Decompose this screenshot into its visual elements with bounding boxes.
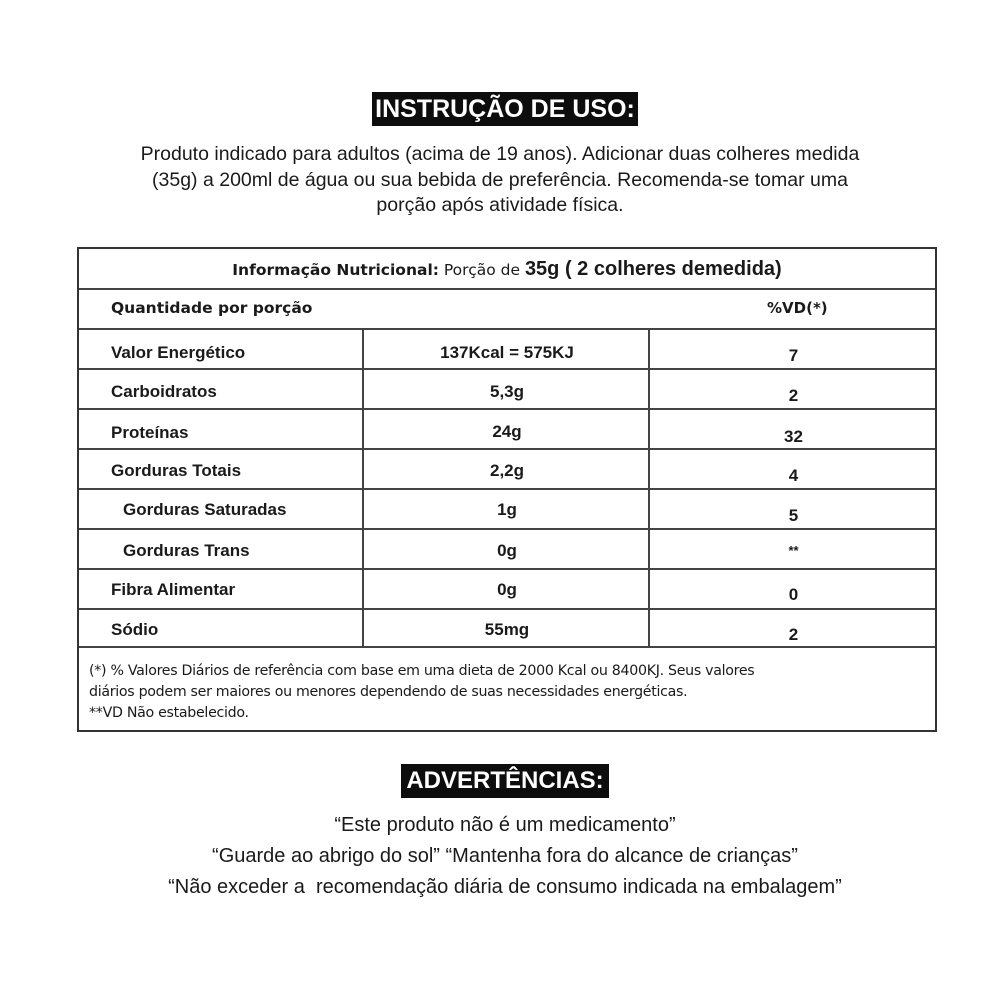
- instructions-heading: [372, 92, 638, 126]
- row-amount: 24g: [492, 422, 522, 441]
- row-label: Sódio: [111, 620, 159, 639]
- header-quantity: Quantidade por porção: [111, 299, 313, 317]
- instructions-text: [60, 142, 940, 219]
- instructions-line: porção após atividade física.: [376, 194, 624, 216]
- table-divider: [79, 488, 935, 490]
- table-title: [79, 249, 935, 289]
- row-vd: 2: [788, 386, 799, 405]
- table-divider: [79, 448, 935, 450]
- row-vd: **: [788, 543, 799, 558]
- table-divider: [79, 608, 935, 610]
- row-vd: 2: [788, 625, 799, 644]
- row-vd: 7: [788, 346, 799, 365]
- warning-line: “Este produto não é um medicamento”: [334, 814, 676, 836]
- instructions-line: Produto indicado para adultos (acima de 19 anos). Adicionar duas colheres medida: [140, 143, 860, 165]
- table-title-portion: Porção de: [438, 261, 525, 279]
- row-label: Fibra Alimentar: [111, 580, 236, 599]
- row-amount: 55mg: [484, 620, 530, 639]
- warnings-text: [100, 810, 910, 903]
- warning-line: “Guarde ao abrigo do sol” “Mantenha fora do alcance de crianças”: [212, 845, 798, 867]
- row-amount: 2,2g: [489, 461, 525, 480]
- table-divider: [79, 328, 935, 330]
- table-title-serving: 35g ( 2 colheres demedida): [524, 258, 782, 280]
- table-divider: [79, 646, 935, 648]
- instructions-line: (35g) a 200ml de água ou sua bebida de preferência. Recomenda-se tomar uma: [152, 168, 848, 191]
- row-label: Valor Energético: [111, 343, 246, 362]
- table-divider: [79, 368, 935, 370]
- row-amount: 0g: [497, 541, 517, 560]
- footnote-line: **VD Não estabelecido.: [89, 705, 249, 721]
- row-vd: 5: [788, 506, 799, 525]
- instructions-heading-text: INSTRUÇÃO DE USO:: [375, 95, 635, 123]
- footnote-line: diários podem ser maiores ou menores dependendo de suas necessidades energéticas.: [89, 684, 688, 700]
- table-divider: [79, 568, 935, 570]
- row-vd: 32: [784, 427, 803, 446]
- column-divider: [362, 328, 364, 648]
- row-amount: 0g: [497, 580, 517, 599]
- row-label: Gorduras Trans: [123, 541, 250, 560]
- header-vd: %VD(*): [767, 299, 828, 317]
- row-amount: 1g: [497, 500, 517, 519]
- row-amount: 137Kcal = 575KJ: [440, 343, 574, 362]
- table-divider: [79, 528, 935, 530]
- row-amount: 5,3g: [489, 382, 525, 401]
- row-label: Gorduras Saturadas: [123, 500, 287, 519]
- warnings-heading: [401, 764, 609, 798]
- row-label: Gorduras Totais: [111, 461, 242, 480]
- row-label: Proteínas: [111, 423, 189, 442]
- table-footnote: [89, 661, 754, 724]
- nutrition-table: [77, 247, 937, 732]
- row-label: Carboidratos: [111, 382, 217, 401]
- table-divider: [79, 408, 935, 410]
- warnings-heading-text: ADVERTÊNCIAS:: [406, 767, 604, 794]
- warning-line: “Não exceder a recomendação diária de consumo indicada na embalagem”: [168, 876, 842, 898]
- table-title-label: Informação Nutricional:: [232, 261, 439, 279]
- row-vd: 0: [788, 585, 799, 604]
- row-vd: 4: [788, 466, 799, 485]
- footnote-line: (*) % Valores Diários de referência com base em uma dieta de 2000 Kcal ou 8400KJ. Seus valores: [89, 663, 755, 679]
